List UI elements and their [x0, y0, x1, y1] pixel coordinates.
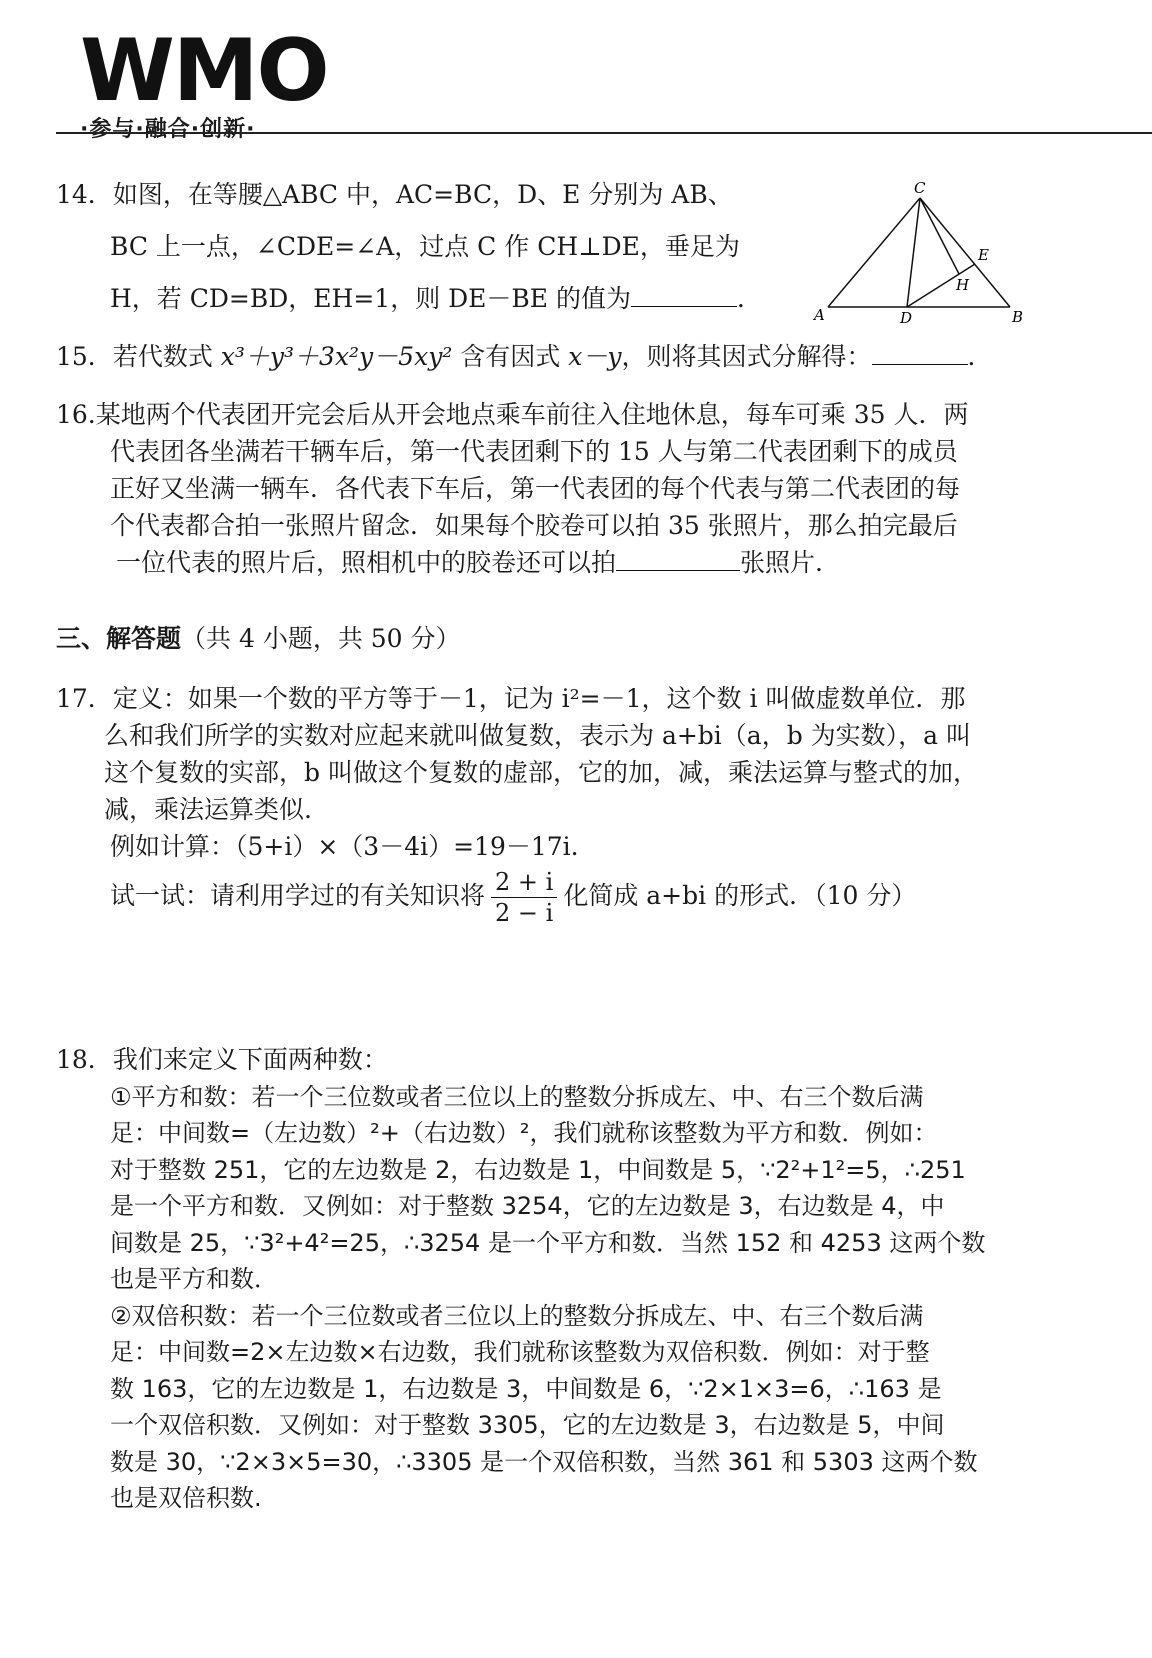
- q18-line: 数 163，它的左边数是 1，右边数是 3，中间数是 6，∵2×1×3=6，∴163 是: [110, 1374, 942, 1403]
- logo-slogan: ·参与·融合·创新·: [80, 117, 256, 142]
- fraction: [491, 867, 557, 928]
- logo-word: WMO: [80, 21, 328, 121]
- q17-line2: 么和我们所学的实数对应起来就叫做复数，表示为 a+bi（a，b 为实数），a 叫: [104, 721, 972, 750]
- label-e: E: [978, 246, 989, 264]
- q14-line3: H，若 CD=BD，EH=1，则 DE－BE 的值为 ．: [56, 280, 762, 317]
- question-number: 14．: [56, 180, 113, 209]
- q14-line1: 如图，在等腰△ABC 中，AC=BC，D、E 分别为 AB、: [112, 180, 733, 209]
- answer-blank: [616, 544, 740, 571]
- q16-line4: 个代表都合拍一张照片留念．如果每个胶卷可以拍 35 张照片，那么拍完最后: [110, 511, 958, 540]
- edge-ca: [828, 198, 920, 307]
- question-16: [56, 396, 968, 581]
- label-a: A: [814, 306, 825, 324]
- section-title: 三、解答题: [56, 624, 182, 653]
- q18-line: 也是双倍积数.: [110, 1484, 262, 1512]
- q17-line3: 这个复数的实部，b 叫做这个复数的虚部，它的加，减，乘法运算与整式的加，: [104, 758, 978, 787]
- question-17: [56, 680, 978, 928]
- question-number: 18．: [56, 1045, 113, 1074]
- label-c: C: [914, 179, 926, 197]
- question-14: [56, 176, 762, 317]
- q16-line3: 正好又坐满一辆车．各代表下车后，第一代表团的每个代表与第二代表团的每: [110, 474, 961, 503]
- section-heading: [56, 620, 461, 657]
- q17-line4: 减，乘法运算类似.: [104, 795, 312, 824]
- answer-blank: [872, 338, 968, 365]
- q15-expression: x³＋y³＋3x²y－5xy²: [220, 342, 453, 371]
- answer-blank: [631, 280, 737, 307]
- question-15: 15．若代数式 x³＋y³＋3x²y－5xy² 含有因式 x－y，则将其因式分解得： ．: [56, 338, 993, 375]
- q18-intro: 我们来定义下面两种数：: [112, 1045, 388, 1074]
- q15-factor: x－y: [568, 342, 622, 371]
- segment-cd: [907, 198, 920, 307]
- q16-line2: 代表团各坐满若干辆车后，第一代表团剩下的 15 人与第二代表团剩下的成员: [110, 437, 958, 466]
- q18-line: 对于整数 251，它的左边数是 2，右边数是 1，中间数是 5，∵2²+1²=5，∴251: [110, 1155, 966, 1184]
- section-note: （共 4 小题，共 50 分）: [181, 624, 461, 653]
- q17-example: 例如计算：（5+i）×（3－4i）=19－17i.: [110, 832, 579, 861]
- q17-try: 试一试：请利用学过的有关知识将 $\frac{2 + i}{2 - i}$ 化简成 a+bi 的形式．（10 分）: [110, 868, 917, 927]
- fraction-denominator: 2 − i: [495, 899, 554, 927]
- label-h: H: [956, 276, 970, 294]
- question-18: [56, 1042, 985, 1517]
- q17-line1: 定义：如果一个数的平方等于－1，记为 i²=－1，这个数 i 叫做虚数单位．那: [112, 684, 966, 713]
- q18-line: ①平方和数：若一个三位数或者三位以上的整数分拆成左、中、右三个数后满: [110, 1082, 924, 1111]
- question-number: 15．: [56, 342, 113, 371]
- q18-line: 是一个平方和数．又例如：对于整数 3254，它的左边数是 3，右边数是 4，中: [110, 1192, 945, 1220]
- q18-line: 足：中间数=（左边数）²+（右边数）²，我们就称该整数为平方和数．例如：: [110, 1119, 938, 1147]
- q14-line2: BC 上一点，∠CDE=∠A，过点 C 作 CH⊥DE，垂足为: [110, 232, 740, 261]
- q18-line: 也是平方和数．: [110, 1265, 278, 1293]
- segment-ch: [920, 198, 959, 274]
- q18-line: 间数是 25，∵3²+4²=25，∴3254 是一个平方和数．当然 152 和 4253 这两个数: [110, 1228, 986, 1257]
- q18-line: 数是 30，∵2×3×5=30，∴3305 是一个双倍积数，当然 361 和 5303 这两个数: [110, 1447, 978, 1476]
- question-number: 16.: [56, 400, 96, 429]
- wmo-logo: [80, 21, 328, 143]
- label-d: D: [900, 309, 913, 327]
- q18-line: 一个双倍积数．又例如：对于整数 3305，它的左边数是 3，右边数是 5，中间: [110, 1411, 945, 1439]
- question-number: 17．: [56, 684, 113, 713]
- fraction-numerator: 2 + i: [491, 867, 557, 898]
- q18-line: 足：中间数=2×左边数×右边数，我们就称该整数为双倍积数．例如：对于整: [110, 1338, 930, 1366]
- q18-line: ②双倍积数：若一个三位数或者三位以上的整数分拆成左、中、右三个数后满: [110, 1301, 924, 1330]
- label-b: B: [1012, 308, 1024, 326]
- q16-line1: 某地两个代表团开完会后从开会地点乘车前往入住地休息，每车可乘 35 人．两: [95, 400, 969, 429]
- header-rule: [56, 132, 1152, 134]
- triangle-figure: [800, 178, 1030, 328]
- q16-line5: 一位代表的照片后，照相机中的胶卷还可以拍 张照片.: [56, 544, 968, 581]
